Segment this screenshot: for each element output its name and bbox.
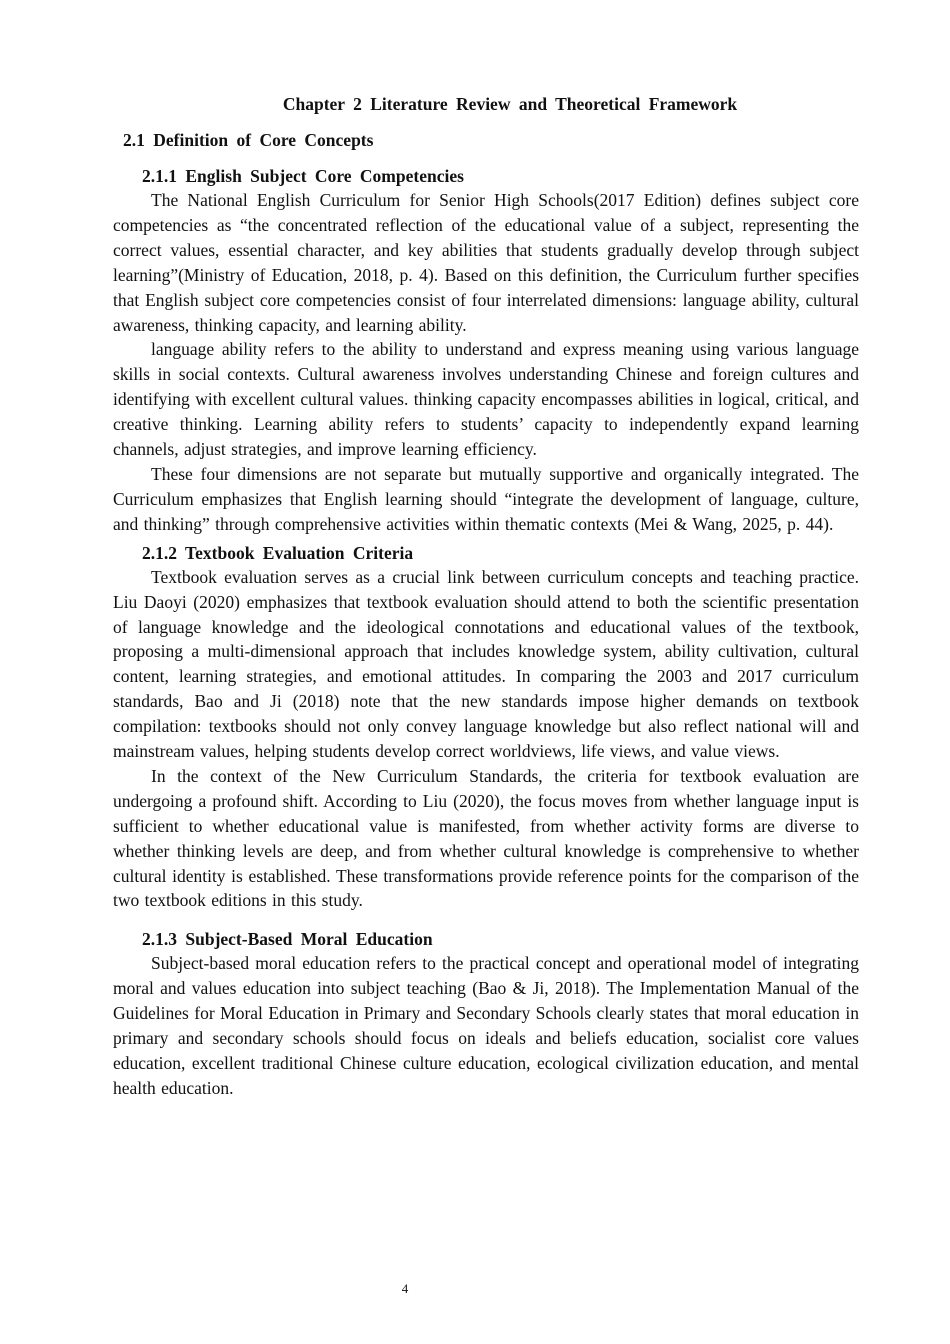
paragraph: Subject-based moral education refers to the practical concept and operational model of integrating moral and values education into subject teaching (Bao & Ji, 2018). The Implementation Manual of the Guidelines for Moral Education in Primary and Secondary Schools clearly states that moral education in primary and secondary schools should focus on ideals and beliefs education, socialist core values education, excellent traditional Chinese culture education, ecological civilization education, and mental health education. (113, 953, 859, 1098)
paragraph: The National English Curriculum for Senior High Schools(2017 Edition) defines subject core competencies as “the concentrated reflection of the educational value of a subject, representing the correct values, essential character, and key abilities that students gradually develop through subject learning”(Ministry of Education, 2018, p. 4). Based on this definition, the Curriculum further specifies that English subject core competencies consist of four interrelated dimensions: language ability, cultural awareness, thinking capacity, and learning ability. (113, 190, 859, 335)
chapter-title: Chapter 2 Literature Review and Theoretical Framework (282, 94, 738, 114)
paragraph: Textbook evaluation serves as a crucial link between curriculum concepts and teaching practice. Liu Daoyi (2020) emphasizes that textbook evaluation should attend to both the scientific presentation of language knowledge and the ideological connotations and educational values of the textbook, proposing a multi-dimensional approach that includes knowledge system, ability cultivation, cultural content, learning strategies, and emotional attitudes. In comparing the 2003 and 2017 curriculum standards, Bao and Ji (2018) note that the new standards impose higher demands on textbook compilation: textbooks should not only convey language knowledge but also reflect national will and mainstream values, helping students develop correct worldviews, life views, and value views. (113, 566, 859, 762)
paragraph: In the context of the New Curriculum Standards, the criteria for textbook evaluation are undergoing a profound shift. According to Liu (2020), the focus moves from whether language input is sufficient to whether educational value is manifested, from whether activity forms are diverse to whether thinking levels are deep, and from whether cultural knowledge is comprehensive to whether cultural identity is established. These transformations provide reference points for the comparison of the two textbook editions in this study. (113, 765, 859, 911)
section-heading: 2.1 Definition of Core Concepts (123, 130, 374, 150)
paragraph: These four dimensions are not separate but mutually supportive and organically integrated. The Curriculum emphasizes that English learning should “integrate the development of language, culture, and thinking” through comprehensive activities within thematic contexts (Mei & Wang, 2025, p. 44). (113, 463, 859, 534)
page-body (113, 128, 859, 1101)
page-number: 4 (401, 1281, 409, 1296)
paragraph: language ability refers to the ability to understand and express meaning using various language skills in social contexts. Cultural awareness involves understanding Chinese and foreign cultures and identifying with excellent cultural values. thinking capacity encompasses abilities in logical, critical, and creative thinking. Learning ability refers to students’ capacity to independently expand learning channels, adjust strategies, and improve learning efficiency. (113, 339, 859, 460)
subsection-heading-evaluation-criteria: 2.1.2 Textbook Evaluation Criteria (142, 542, 414, 563)
subsection-heading-core-competencies: 2.1.1 English Subject Core Competencies (142, 166, 464, 186)
subsection-heading-moral-education: 2.1.3 Subject-Based Moral Education (142, 929, 433, 950)
